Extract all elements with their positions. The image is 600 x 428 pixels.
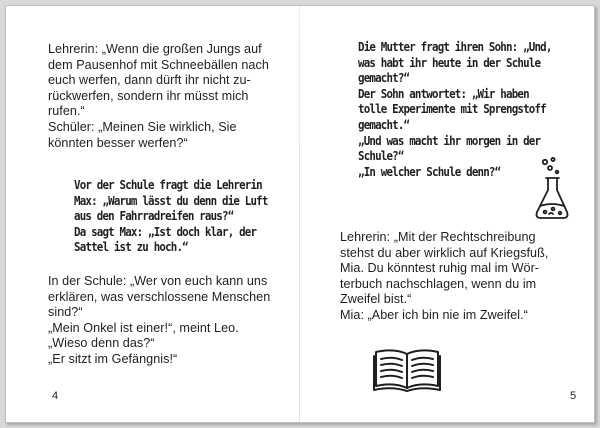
joke-line: aus den Fahrradreifen raus?“	[74, 209, 234, 224]
joke-spelling	[340, 230, 548, 324]
joke-line: erklären, was verschlossene Menschen	[48, 289, 271, 304]
joke-line: Lehrerin: „Wenn die großen Jungs auf	[48, 42, 262, 56]
joke-line: Schule?“	[358, 149, 404, 164]
open-book-icon	[372, 346, 442, 392]
joke-line: gemacht.“	[358, 117, 410, 132]
joke-line: rufen.“	[48, 104, 85, 119]
joke-line: terbuch nachschlagen, wenn du im	[340, 276, 537, 291]
joke-line: Der Sohn antwortet: „Wir haben	[358, 86, 529, 101]
joke-line: tolle Experimente mit Sprengstoff	[358, 102, 546, 117]
joke-line: euch werfen, dann dürft ihr nicht zu-	[48, 73, 251, 88]
joke-line: Die Mutter fragt ihren Sohn: „Und,	[358, 40, 552, 54]
joke-line: Mia. Du könntest ruhig mal im Wör-	[340, 261, 540, 276]
joke-line: was habt ihr heute in der Schule	[358, 55, 541, 70]
joke-line: rückwerfen, sondern ihr müsst mich	[48, 88, 249, 103]
joke-line: „Wieso denn das?“	[48, 336, 155, 351]
joke-line: Mia: „Aber ich bin nie im Zweifel.“	[340, 307, 528, 322]
book-spread	[5, 5, 595, 423]
joke-line: könnten besser werfen?“	[48, 135, 188, 150]
joke-line: Schüler: „Meinen Sie wirklich, Sie	[48, 119, 237, 134]
joke-line: Lehrerin: „Mit der Rechtschreibung	[340, 230, 536, 244]
joke-line: In der Schule: „Wer von euch kann uns	[48, 274, 268, 288]
joke-line: „Er sitzt im Gefängnis!“	[48, 351, 178, 366]
joke-line: „In welcher Schule denn?“	[358, 164, 501, 179]
page-number: 5	[570, 390, 577, 402]
page-number: 4	[52, 390, 59, 402]
joke-line: stehst du aber wirklich auf Kriegsfuß,	[340, 245, 549, 260]
joke-line: Sattel ist zu hoch.“	[74, 240, 188, 255]
joke-line: „Und was macht ihr morgen in der	[358, 133, 541, 148]
left-page	[6, 6, 299, 422]
flask-icon	[533, 156, 575, 222]
joke-line: „Mein Onkel ist einer!“, meint Leo.	[48, 320, 239, 335]
right-page	[300, 6, 594, 422]
joke-bicycle	[74, 178, 268, 256]
joke-line: gemacht?“	[358, 71, 410, 86]
joke-line: sind?“	[48, 305, 83, 320]
joke-line: Da sagt Max: „Ist doch klar, der	[74, 224, 257, 239]
joke-uncle	[48, 274, 270, 368]
joke-explosives	[358, 40, 552, 180]
joke-line: Vor der Schule fragt die Lehrerin	[74, 178, 262, 192]
joke-line: dem Pausenhof mit Schneebällen nach	[48, 57, 269, 72]
joke-snowball	[48, 42, 269, 151]
joke-line: Max: „Warum lässt du denn die Luft	[74, 193, 268, 208]
joke-line: Zweifel bist.“	[340, 292, 412, 307]
